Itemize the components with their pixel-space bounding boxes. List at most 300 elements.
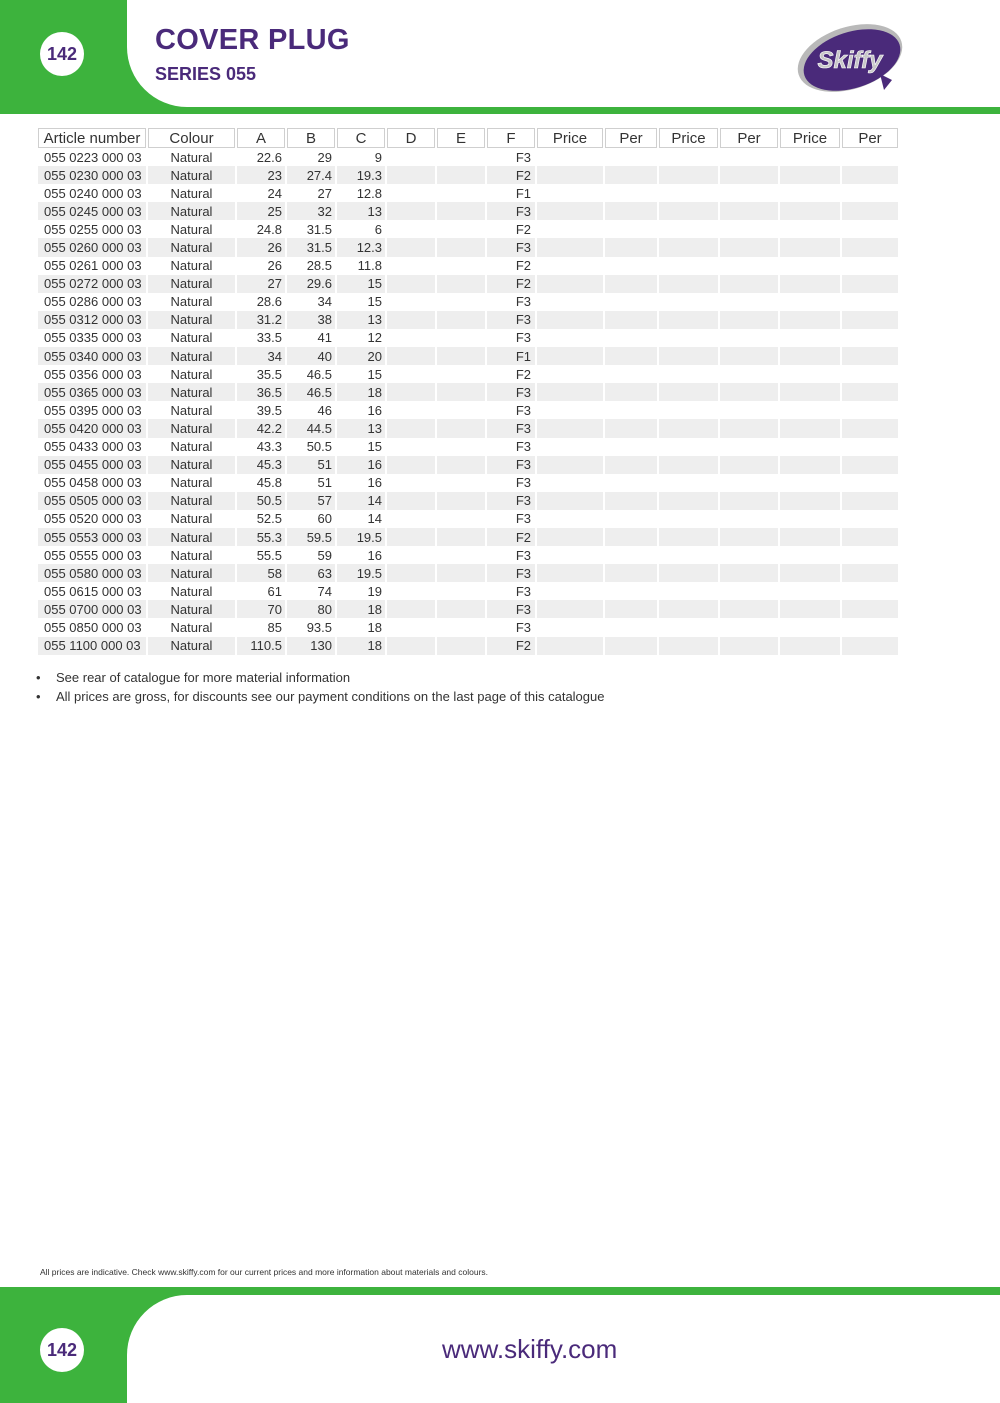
logo-text: Skiffy (817, 47, 883, 74)
table-cell: Natural (148, 528, 235, 546)
table-cell: 33.5 (256, 330, 282, 346)
table-cell (842, 202, 898, 220)
table-cell (659, 365, 718, 383)
table-cell: F3 (515, 439, 531, 455)
table-cell (605, 618, 657, 636)
table-cell (437, 456, 485, 474)
table-cell (437, 564, 485, 582)
table-cell: F2 (515, 221, 531, 237)
table-cell (387, 238, 435, 256)
table-cell: Natural (170, 294, 213, 310)
notes-list (36, 668, 604, 706)
table-cell (437, 528, 485, 546)
table-cell (537, 582, 603, 600)
table-cell (537, 546, 603, 564)
table-row (38, 564, 898, 582)
table-row (38, 311, 898, 329)
table-cell: 38 (287, 311, 335, 329)
table-cell (437, 438, 485, 456)
table-cell: 055 0850 000 03 (44, 619, 142, 635)
table-cell (537, 438, 603, 456)
table-cell (780, 401, 840, 419)
table-cell: Natural (170, 619, 213, 635)
table-cell: 055 1100 000 03 (38, 637, 146, 655)
table-cell: Natural (170, 221, 213, 237)
table-cell: 26 (267, 258, 282, 274)
table-cell (842, 347, 898, 365)
table-cell (605, 347, 657, 365)
table-cell (659, 347, 718, 365)
table-cell (605, 474, 657, 492)
table-cell: 055 0272 000 03 (38, 275, 146, 293)
table-cell: 15 (367, 439, 382, 455)
table-cell: 055 0312 000 03 (38, 311, 146, 329)
table-cell (537, 456, 603, 474)
table-cell (720, 492, 778, 510)
table-cell (842, 293, 898, 311)
table-cell: F3 (515, 583, 531, 599)
note-item (36, 687, 604, 706)
table-cell: Natural (170, 475, 213, 491)
table-cell: 58 (237, 564, 285, 582)
table-cell (437, 618, 485, 636)
table-cell (537, 347, 603, 365)
table-cell: Natural (170, 330, 213, 346)
table-row (38, 347, 898, 365)
table-cell: 15 (367, 366, 382, 382)
table-cell (605, 166, 657, 184)
table-cell (659, 148, 718, 166)
column-header: B (287, 128, 335, 148)
table-cell: F3 (487, 383, 535, 401)
table-cell: 50.5 (237, 492, 285, 510)
table-cell (387, 365, 435, 383)
table-cell (387, 618, 435, 636)
table-cell: 055 0260 000 03 (38, 238, 146, 256)
column-header: Article number (38, 128, 146, 148)
table-cell (537, 311, 603, 329)
table-cell: 34 (317, 294, 332, 310)
table-cell (437, 419, 485, 437)
column-header: Per (842, 128, 898, 148)
table-cell (387, 184, 435, 202)
table-cell: 51 (287, 456, 335, 474)
table-cell: 31.5 (306, 221, 332, 237)
table-cell: F1 (515, 185, 531, 201)
table-cell (842, 329, 898, 347)
table-cell: 055 0520 000 03 (44, 511, 142, 527)
table-cell: 16 (367, 475, 382, 491)
table-cell (437, 311, 485, 329)
table-cell: Natural (170, 366, 213, 382)
skiffy-logo (792, 20, 910, 100)
table-cell: 15 (337, 275, 385, 293)
table-cell (780, 528, 840, 546)
table-cell (720, 166, 778, 184)
table-cell: 16 (367, 402, 382, 418)
table-cell (605, 257, 657, 275)
table-cell (720, 257, 778, 275)
table-cell (387, 510, 435, 528)
table-cell (780, 492, 840, 510)
table-cell (605, 546, 657, 564)
table-cell: 59 (317, 547, 332, 563)
table-cell (537, 492, 603, 510)
table-cell (659, 220, 718, 238)
table-cell (720, 347, 778, 365)
table-cell (387, 220, 435, 238)
bullet: • (36, 689, 41, 704)
table-cell (387, 438, 435, 456)
table-cell: 27 (237, 275, 285, 293)
table-cell (720, 618, 778, 636)
table-cell (437, 546, 485, 564)
table-cell (605, 293, 657, 311)
table-cell: 18 (367, 619, 382, 635)
table-cell: 6 (374, 221, 382, 237)
table-cell (842, 618, 898, 636)
table-cell (387, 383, 435, 401)
table-cell: Natural (148, 492, 235, 510)
table-cell: 52.5 (256, 511, 282, 527)
table-cell (842, 419, 898, 437)
table-cell (437, 238, 485, 256)
table-cell (720, 401, 778, 419)
table-cell (842, 383, 898, 401)
table-cell: 29.6 (287, 275, 335, 293)
table-cell (605, 383, 657, 401)
table-cell (537, 220, 603, 238)
table-cell: 19.3 (337, 166, 385, 184)
table-cell (842, 546, 898, 564)
table-cell: Natural (170, 511, 213, 527)
table-cell (605, 275, 657, 293)
table-cell (842, 401, 898, 419)
table-cell (659, 275, 718, 293)
table-cell (780, 293, 840, 311)
table-cell: 12.8 (356, 185, 382, 201)
table-cell (720, 184, 778, 202)
website-link[interactable]: www.skiffy.com (442, 1334, 618, 1364)
note-text: All prices are gross, for discounts see our payment conditions on the last page of this catalogue (56, 689, 605, 704)
table-cell (437, 637, 485, 655)
table-cell: 055 0340 000 03 (38, 347, 146, 365)
table-cell: 27.4 (287, 166, 335, 184)
table-cell (605, 637, 657, 655)
table-row (38, 419, 898, 437)
table-cell: F3 (487, 564, 535, 582)
table-cell: F3 (487, 492, 535, 510)
table-cell: 14 (337, 492, 385, 510)
table-cell: F2 (487, 637, 535, 655)
table-cell: 24.8 (256, 221, 282, 237)
table-cell: 16 (337, 456, 385, 474)
table-cell (387, 257, 435, 275)
table-cell (537, 275, 603, 293)
table-cell (387, 275, 435, 293)
table-cell: 50.5 (306, 439, 332, 455)
table-cell (780, 184, 840, 202)
table-cell (720, 238, 778, 256)
table-cell: Natural (148, 637, 235, 655)
table-cell (780, 564, 840, 582)
column-header: C (337, 128, 385, 148)
table-cell: 055 0555 000 03 (44, 547, 142, 563)
table-cell (659, 329, 718, 347)
table-cell (605, 401, 657, 419)
table-row (38, 401, 898, 419)
table-cell (659, 456, 718, 474)
table-cell (659, 528, 718, 546)
table-row (38, 275, 898, 293)
table-cell (437, 202, 485, 220)
table-cell (842, 166, 898, 184)
table-cell (387, 582, 435, 600)
table-row (38, 257, 898, 275)
table-cell (537, 510, 603, 528)
table-cell (720, 546, 778, 564)
table-cell: 16 (367, 547, 382, 563)
table-row (38, 383, 898, 401)
table-cell: 055 0505 000 03 (38, 492, 146, 510)
table-cell (437, 474, 485, 492)
table-row (38, 637, 898, 655)
table-header-row (38, 128, 898, 148)
table-cell (842, 220, 898, 238)
table-cell: F3 (487, 419, 535, 437)
table-cell: 23 (237, 166, 285, 184)
table-cell: 74 (317, 583, 332, 599)
table-cell: 13 (337, 202, 385, 220)
table-cell (780, 438, 840, 456)
column-header: Colour (148, 128, 235, 148)
table-row (38, 438, 898, 456)
table-cell: Natural (170, 149, 213, 165)
table-cell (537, 257, 603, 275)
table-cell (659, 438, 718, 456)
table-cell (659, 582, 718, 600)
table-cell (720, 365, 778, 383)
table-cell: F2 (487, 275, 535, 293)
table-cell: 39.5 (256, 402, 282, 418)
table-cell (537, 329, 603, 347)
table-cell: 055 0230 000 03 (38, 166, 146, 184)
table-cell: 46.5 (306, 366, 332, 382)
table-cell (605, 510, 657, 528)
table-cell: 055 0335 000 03 (44, 330, 142, 346)
table-cell (437, 275, 485, 293)
table-cell: 14 (367, 511, 382, 527)
table-cell: Natural (148, 347, 235, 365)
table-cell (659, 564, 718, 582)
table-row (38, 492, 898, 510)
table-row (38, 184, 898, 202)
table-cell: 19.5 (337, 564, 385, 582)
table-row (38, 474, 898, 492)
table-cell (780, 637, 840, 655)
table-cell (780, 311, 840, 329)
table-cell (842, 148, 898, 166)
note-text: See rear of catalogue for more material information (56, 670, 351, 685)
table-cell: 26 (237, 238, 285, 256)
table-cell: Natural (148, 202, 235, 220)
table-row (38, 546, 898, 564)
table-cell: 61 (267, 583, 282, 599)
table-row (38, 202, 898, 220)
table-row (38, 329, 898, 347)
table-cell: Natural (170, 439, 213, 455)
table-cell: 25 (237, 202, 285, 220)
table-cell (605, 202, 657, 220)
table-cell: F3 (487, 202, 535, 220)
table-cell (387, 347, 435, 365)
table-cell (720, 383, 778, 401)
table-cell (842, 311, 898, 329)
table-cell (720, 148, 778, 166)
table-cell (720, 419, 778, 437)
table-cell: 055 0240 000 03 (44, 185, 142, 201)
page-subtitle: SERIES 055 (155, 64, 257, 84)
table-cell (387, 329, 435, 347)
table-cell (720, 311, 778, 329)
table-cell: F3 (487, 311, 535, 329)
table-cell: F2 (487, 166, 535, 184)
table-cell (387, 456, 435, 474)
table-cell (659, 293, 718, 311)
table-cell: Natural (148, 564, 235, 582)
table-cell: 055 0420 000 03 (38, 419, 146, 437)
table-cell (437, 492, 485, 510)
table-cell (842, 510, 898, 528)
table-cell: 12.3 (337, 238, 385, 256)
table-cell (437, 257, 485, 275)
table-cell: 055 0286 000 03 (44, 294, 142, 310)
table-cell: 055 0615 000 03 (44, 583, 142, 599)
table-cell (537, 600, 603, 618)
table-cell: 055 0223 000 03 (44, 149, 142, 165)
table-cell: 055 0580 000 03 (38, 564, 146, 582)
table-cell (780, 474, 840, 492)
table-cell (537, 293, 603, 311)
table-cell: F1 (487, 347, 535, 365)
table-cell: 51 (317, 475, 332, 491)
table-cell: F3 (487, 456, 535, 474)
table-cell (437, 365, 485, 383)
table-cell (387, 311, 435, 329)
table-cell (437, 347, 485, 365)
table-cell: 85 (267, 619, 282, 635)
table-cell (780, 202, 840, 220)
table-cell (437, 166, 485, 184)
table-cell (720, 438, 778, 456)
table-cell: 18 (337, 383, 385, 401)
table-cell: F3 (515, 294, 531, 310)
table-cell (780, 257, 840, 275)
table-cell (842, 528, 898, 546)
table-cell (720, 564, 778, 582)
table-cell (437, 600, 485, 618)
table-cell: F3 (515, 619, 531, 635)
table-cell (780, 419, 840, 437)
table-cell (387, 401, 435, 419)
table-cell (387, 492, 435, 510)
table-cell (659, 184, 718, 202)
table-cell: 18 (337, 637, 385, 655)
table-row (38, 293, 898, 311)
table-cell: Natural (170, 185, 213, 201)
table-cell: Natural (148, 419, 235, 437)
table-cell (659, 166, 718, 184)
table-cell: 13 (337, 311, 385, 329)
column-header: D (387, 128, 435, 148)
table-cell (537, 184, 603, 202)
table-cell (387, 148, 435, 166)
table-cell (659, 419, 718, 437)
note-item (36, 668, 604, 687)
table-cell: Natural (148, 600, 235, 618)
table-cell (387, 637, 435, 655)
table-cell: 60 (317, 511, 332, 527)
table-cell (537, 238, 603, 256)
table-cell: 110.5 (237, 637, 285, 655)
table-cell (605, 456, 657, 474)
table-cell (387, 166, 435, 184)
column-header: Price (537, 128, 603, 148)
table-cell (387, 474, 435, 492)
table-row (38, 600, 898, 618)
table-cell: F3 (515, 511, 531, 527)
table-cell (605, 238, 657, 256)
table-cell: Natural (148, 456, 235, 474)
table-cell: 80 (287, 600, 335, 618)
table-cell (659, 383, 718, 401)
column-header: Price (780, 128, 840, 148)
table-row (38, 220, 898, 238)
table-cell (537, 148, 603, 166)
table-cell: Natural (170, 402, 213, 418)
table-cell (842, 456, 898, 474)
table-cell (537, 637, 603, 655)
table-cell: 12 (367, 330, 382, 346)
table-cell: 57 (287, 492, 335, 510)
table-cell (537, 564, 603, 582)
table-cell (605, 329, 657, 347)
table-cell (437, 401, 485, 419)
table-cell (842, 365, 898, 383)
table-cell: 11.8 (357, 258, 382, 274)
table-cell (659, 637, 718, 655)
table-cell: Natural (170, 583, 213, 599)
table-cell (720, 456, 778, 474)
table-cell: F3 (487, 238, 535, 256)
table-cell (780, 166, 840, 184)
table-cell: F2 (515, 258, 531, 274)
table-cell (720, 510, 778, 528)
table-cell (720, 293, 778, 311)
table-cell (780, 275, 840, 293)
table-cell (780, 600, 840, 618)
table-cell: 9 (374, 149, 382, 165)
table-cell (605, 600, 657, 618)
table-cell (780, 582, 840, 600)
table-cell (605, 365, 657, 383)
table-cell: 70 (237, 600, 285, 618)
table-cell (437, 329, 485, 347)
column-header: E (437, 128, 485, 148)
table-cell: F2 (487, 528, 535, 546)
table-cell: F3 (515, 475, 531, 491)
table-cell (720, 582, 778, 600)
